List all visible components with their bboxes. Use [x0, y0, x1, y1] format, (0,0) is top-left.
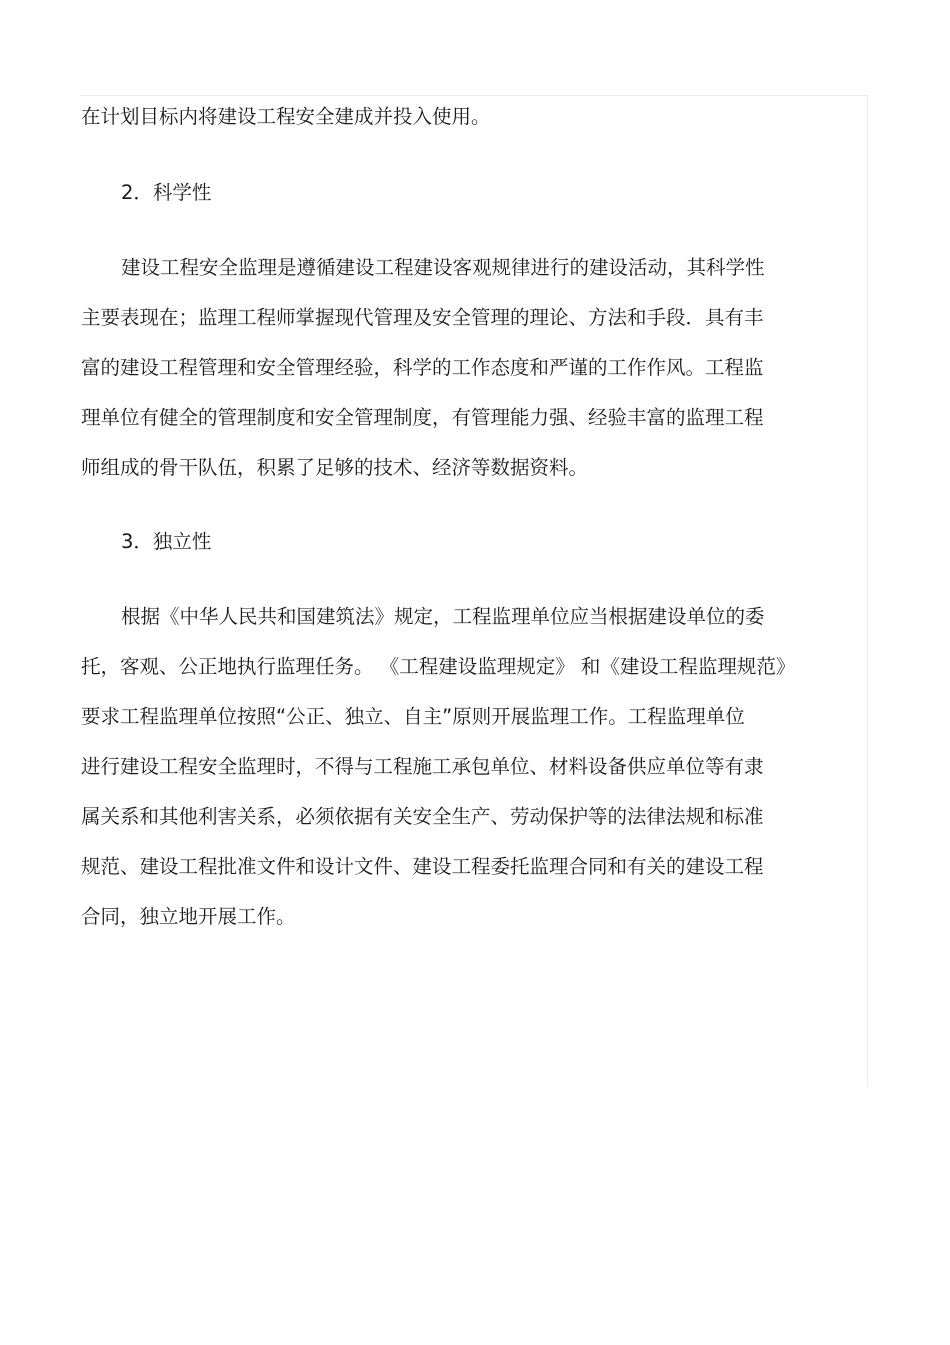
paragraph-line: 进行建设工程安全监理时，不得与工程施工承包单位、材料设备供应单位等有隶 [81, 755, 764, 778]
paragraph-line: 根据《中华人民共和国建筑法》规定，工程监理单位应当根据建设单位的委 [121, 605, 765, 628]
paragraph-line: 主要表现在；监理工程师掌握现代管理及安全管理的理论、方法和手段．具有丰 [81, 306, 764, 329]
paragraph-line: 合同，独立地开展工作。 [81, 905, 296, 928]
paragraph-line: 要求工程监理单位按照“公正、独立、自主”原则开展监理工作。工程监理单位 [81, 705, 745, 728]
paragraph-line: 富的建设工程管理和安全管理经验，科学的工作态度和严谨的工作作风。工程监 [81, 356, 764, 379]
page-frame [80, 95, 868, 1087]
paragraph-line: 托，客观、公正地执行监理任务。 《工程建设监理规定》 和《建设工程监理规范》 [81, 655, 796, 678]
paragraph-line: 理单位有健全的管理制度和安全管理制度，有管理能力强、经验丰富的监理工程 [81, 406, 764, 429]
section-heading-independence: 3．独立性 [121, 530, 212, 553]
paragraph-line: 建设工程安全监理是遵循建设工程建设客观规律进行的建设活动，其科学性 [121, 256, 765, 279]
paragraph-line: 属关系和其他利害关系，必须依据有关安全生产、劳动保护等的法律法规和标准 [81, 805, 764, 828]
intro-text-line: 在计划目标内将建设工程安全建成并投入使用。 [81, 105, 491, 128]
paragraph-line: 规范、建设工程批准文件和设计文件、建设工程委托监理合同和有关的建设工程 [81, 855, 764, 878]
paragraph-line: 师组成的骨干队伍，积累了足够的技术、经济等数据资料。 [81, 456, 589, 479]
section-heading-scientific: 2．科学性 [121, 181, 212, 204]
